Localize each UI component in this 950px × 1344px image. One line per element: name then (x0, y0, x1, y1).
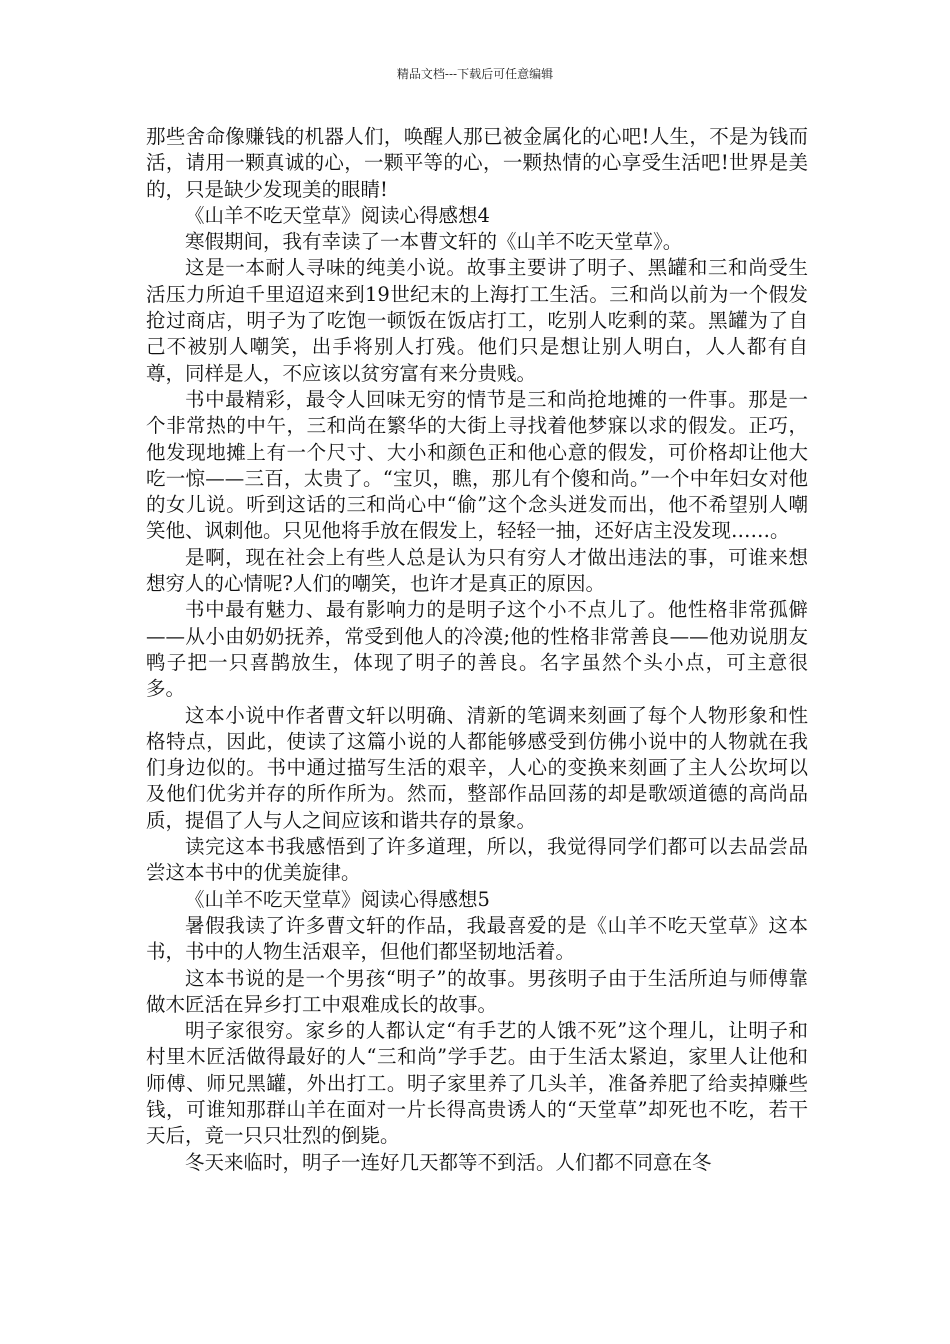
paragraph: 这本小说中作者曹文轩以明确、清新的笔调来刻画了每个人物形象和性格特点，因此，使读了这篇小说的人都能够感受到仿佛小说中的人物就在我们身边似的。书中通过描写生活的艰辛，人心的变换来刻画了主人公坎坷以及他们优劣并存的所作所为。然而，整部作品回荡的却是歌颂道德的高尚品质，提倡了人与人之间应该和谐共存的景象。 (146, 703, 808, 832)
section-heading: 《山羊不吃天堂草》阅读心得感想4 (185, 203, 490, 227)
paragraph: 这本书说的是一个男孩“明子”的故事。男孩明子由于生活所迫与师傅靠做木匠活在异乡打工中艰难成长的故事。 (146, 966, 808, 1016)
paragraph: 书中最有魅力、最有影响力的是明子这个小不点儿了。他性格非常孤僻——从小由奶奶抚养，常受到他人的冷漠;他的性格非常善良——他劝说朋友鸭子把一只喜鹊放生，体现了明子的善良。名字虽然个头小点，可主意很多。 (146, 598, 808, 701)
paragraph: 那些舍命像赚钱的机器人们，唤醒人那已被金属化的心吧!人生，不是为钱而活，请用一颗真诚的心，一颗平等的心，一颗热情的心享受生活吧!世界是美的，只是缺少发现美的眼睛! (146, 125, 808, 201)
paragraph: 这是一本耐人寻味的纯美小说。故事主要讲了明子、黑罐和三和尚受生活压力所迫千里迢迢来到19世纪末的上海打工生活。三和尚以前为一个假发抢过商店，明子为了吃饱一顿饭在饭店打工，吃别人吃剩的菜。黑罐为了自己不被别人嘲笑，出手将别人打残。他们只是想让别人明白，人人都有自尊，同样是人，不应该以贫穷富有来分贵贱。 (146, 256, 808, 385)
paragraph: 明子家很穷。家乡的人都认定“有手艺的人饿不死”这个理儿，让明子和村里木匠活做得最好的人“三和尚”学手艺。由于生活太紧迫，家里人让他和师傅、师兄黑罐，外出打工。明子家里养了几头羊，准备养肥了给卖掉赚些钱，可谁知那群山羊在面对一片长得高贵诱人的“天堂草”却死也不吃，若干天后，竟一只只壮烈的倒毙。 (146, 1019, 808, 1148)
paragraph: 读完这本书我感悟到了许多道理，所以，我觉得同学们都可以去品尝品尝这本书中的优美旋律。 (146, 835, 808, 885)
paragraph: 是啊，现在社会上有些人总是认为只有穷人才做出违法的事，可谁来想想穷人的心情呢?人们的嘲笑，也许才是真正的原因。 (146, 545, 808, 596)
header-text: 精品文档---下载后可任意编辑 (396, 67, 554, 81)
paragraph: 冬天来临时，明子一连好几天都等不到活。人们都不同意在冬 (185, 1150, 712, 1174)
paragraph: 寒假期间，我有幸读了一本曹文轩的《山羊不吃天堂草》。 (185, 230, 683, 254)
paragraph: 书中最精彩，最令人回味无穷的情节是三和尚抢地摊的一件事。那是一个非常热的中午，三和尚在繁华的大街上寻找着他梦寐以求的假发。正巧，他发现地摊上有一个尺寸、大小和颜色正和他心意的假发，可价格却让他大吃一惊——三百，太贵了。“宝贝，瞧，那儿有个傻和尚。”一个中年妇女对他的女儿说。听到这话的三和尚心中“偷”这个念头迸发而出，他不希望别人嘲笑他、讽刺他。只见他将手放在假发上，轻轻一抽，还好店主没发现……。 (146, 387, 808, 543)
paragraph: 暑假我读了许多曹文轩的作品，我最喜爱的是《山羊不吃天堂草》这本书，书中的人物生活艰辛，但他们都坚韧地活着。 (146, 913, 808, 964)
section-heading: 《山羊不吃天堂草》阅读心得感想5 (185, 887, 490, 911)
document-body (146, 124, 808, 1176)
page-header (0, 66, 950, 82)
